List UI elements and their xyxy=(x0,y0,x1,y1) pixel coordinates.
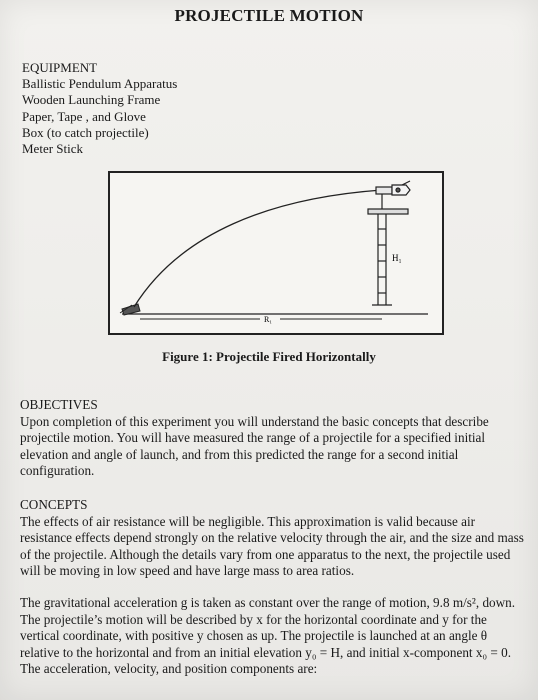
equipment-section xyxy=(22,60,177,157)
objectives-section xyxy=(20,397,528,480)
equipment-item: Ballistic Pendulum Apparatus xyxy=(22,76,178,92)
launch-stand xyxy=(368,191,408,305)
figure-1 xyxy=(108,171,444,335)
equipment-item: Box (to catch projectile) xyxy=(22,124,149,140)
projectile-diagram xyxy=(110,173,442,333)
equipment-item: Paper, Tape , and Glove xyxy=(22,108,146,124)
concepts-paragraph-2: The gravitational acceleration g is taken as constant over the range of motion, 9.8 m/s², down. The projectile’s motion will be described by x for the horizontal coordinate and y for the vertical coordinate, with positive y chosen as up. The projectile is launched at an angle θ relative to the horizontal and from an initial elevation y₀ = H, and initial x-component x₀ = 0. The acceleration, velocity, and position components are: xyxy=(20,595,516,677)
concepts-section-2 xyxy=(20,595,528,678)
objectives-heading: OBJECTIVES xyxy=(20,397,98,412)
page-title: PROJECTILE MOTION xyxy=(174,6,364,25)
objectives-text: Upon completion of this experiment you will understand the basic concepts that describe projectile motion. You will have measured the range of a projectile for a specified initial elevation and angle of launch, and from this predicted the range for a second initial configuration. xyxy=(20,413,489,479)
concepts-heading: CONCEPTS xyxy=(20,497,88,512)
concepts-paragraph-1: The effects of air resistance will be negligible. This approximation is valid because air resistance effects depend strongly on the relative velocity through the air, and the size and mass of the projectile. Although the details vary from one apparatus to the next, the projectile used will be moving in low speed and have large mass to area ratios. xyxy=(20,513,524,579)
concepts-section xyxy=(20,497,528,580)
equipment-item: Wooden Launching Frame xyxy=(22,92,161,108)
trajectory-curve xyxy=(134,190,382,307)
equipment-item: Meter Stick xyxy=(22,141,84,157)
height-label: H₁ xyxy=(392,253,402,263)
range-label: R₁ xyxy=(264,315,273,324)
launcher-device xyxy=(376,181,410,195)
figure-caption: Figure 1: Projectile Fired Horizontally xyxy=(162,349,376,364)
equipment-heading: EQUIPMENT xyxy=(22,60,98,75)
